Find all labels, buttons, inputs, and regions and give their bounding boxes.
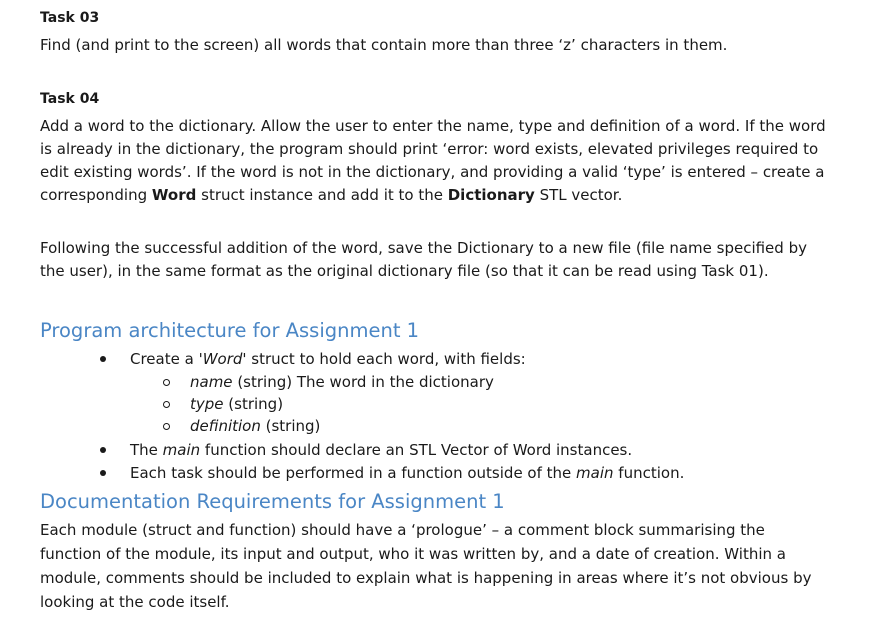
circle-bullet-icon <box>163 401 170 408</box>
task03-title: Task 03 <box>40 10 100 26</box>
task03-text: Find (and print to the screen) all words that contain more than three ‘z’ characters in them. <box>40 36 728 54</box>
bullet-icon <box>100 356 106 362</box>
circle-bullet-icon <box>163 423 170 430</box>
bullet-icon <box>100 447 106 453</box>
task04-p1-text-d: STL vector. <box>534 186 623 204</box>
list-item-text: Create a 'Word' struct to hold each word, with fields: <box>130 350 526 368</box>
circle-bullet-icon <box>163 379 170 386</box>
bullet-icon <box>100 470 106 476</box>
task04-paragraph-2: Following the successful addition of the word, save the Dictionary to a new file (file name specified by the user), in the same format as the original dictionary file (so that it can be read using Task 01). <box>40 239 807 280</box>
task04-p1-text-a: Add a word to the dictionary. Allow the user to enter the name, type and definition of a word. If the word is already in the dictionary, the program should print ‘error: word exists, elevated privileges required to edit existing words’. If the word is not in the dictionary, and providing a valid ‘type’ is entered – create a corresponding <box>40 117 826 204</box>
task04-word-bold: Word <box>151 186 197 204</box>
task04-title: Task 04 <box>40 91 100 107</box>
architecture-heading: Program architecture for Assignment 1 <box>40 319 420 342</box>
task04-paragraph-1 <box>40 115 830 207</box>
task04-p1-text-c: struct instance and add it to the <box>196 186 448 204</box>
documentation-text: Each module (struct and function) should have a ‘prologue’ – a comment block summarising the function of the module, its input and output, who it was written by, and a date of creation. Within a module, comments should be included to explain what is happening in areas where it’s not obvious by looking at the code itself. <box>40 521 812 611</box>
documentation-heading: Documentation Requirements for Assignment 1 <box>40 490 505 513</box>
task04-dictionary-bold: Dictionary <box>447 186 535 204</box>
